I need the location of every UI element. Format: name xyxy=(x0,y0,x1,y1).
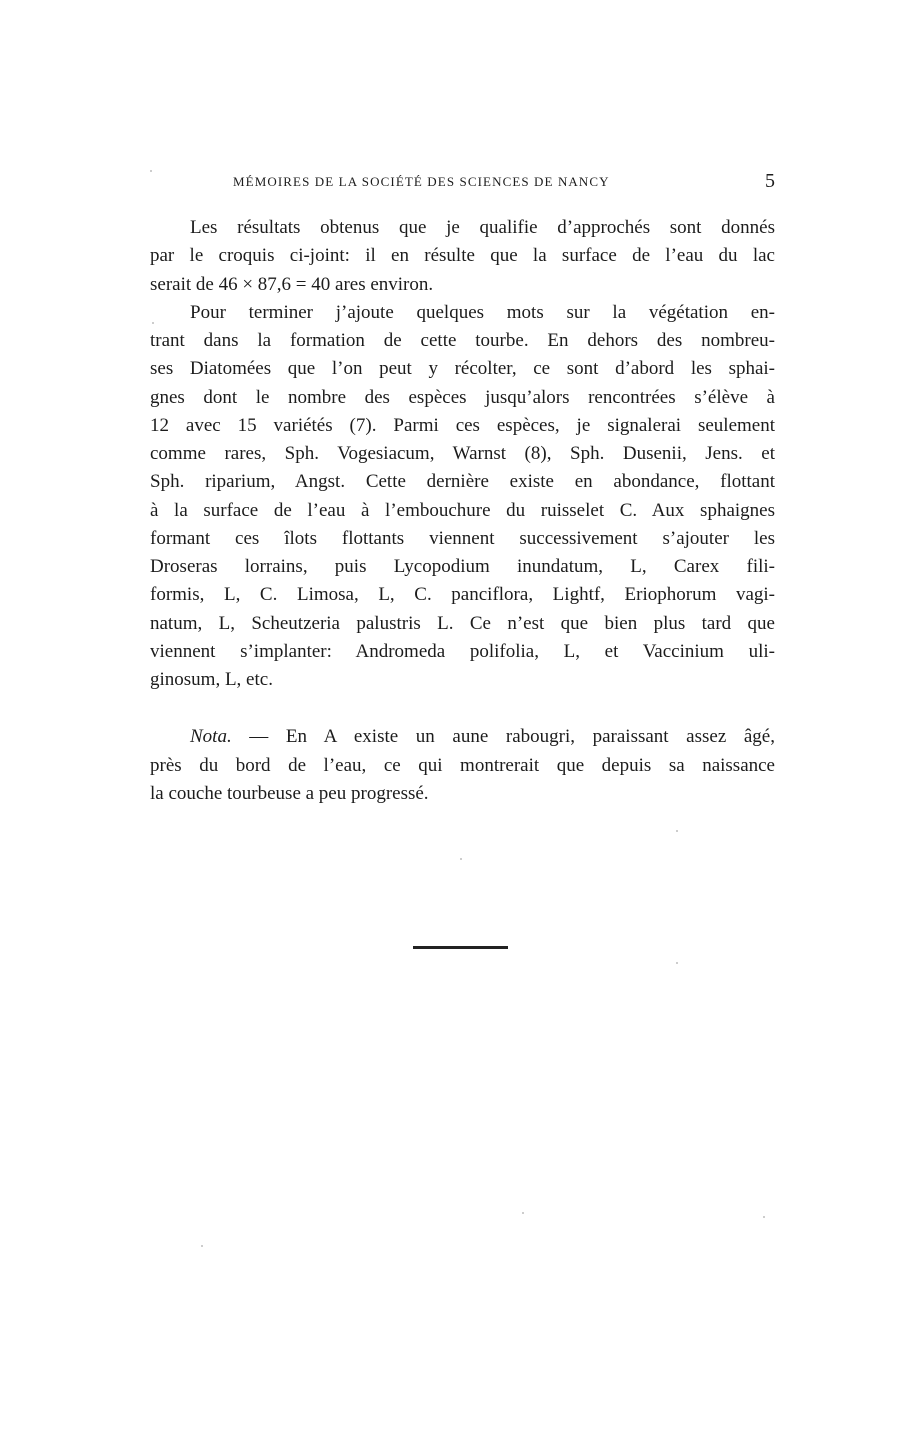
nota-first-line-text: En A existe un aune rabougri, paraissant assez âgé, xyxy=(285,726,775,748)
page-header xyxy=(150,170,775,194)
paragraph-2-line: 12 avec 15 variétés (7). Parmi ces espèces, je signalerai seulement xyxy=(150,414,775,436)
nota-label: Nota. xyxy=(190,726,232,748)
paragraph-2-line: Pour terminer j’ajoute quelques mots sur la végétation en- xyxy=(190,301,775,323)
paragraph-2-line: Sph. riparium, Angst. Cette dernière existe en abondance, flottant xyxy=(150,471,775,493)
paragraph-2-line: à la surface de l’eau à l’embouchure du ruisselet C. Aux sphaignes xyxy=(150,499,775,521)
paragraph-2-line: formant ces îlots flottants viennent successivement s’ajouter les xyxy=(150,527,775,549)
paper-speck xyxy=(522,1212,524,1214)
paper-speck xyxy=(763,1216,765,1218)
paragraph-2-line: natum, L, Scheutzeria palustris L. Ce n’est que bien plus tard que xyxy=(150,612,775,634)
page-number: 5 xyxy=(765,170,775,192)
paragraph-2-line: Droseras lorrains, puis Lycopodium inundatum, L, Carex fili- xyxy=(150,556,775,577)
paper-speck xyxy=(676,830,678,832)
paper-speck xyxy=(460,858,462,860)
paragraph-2-line: formis, L, C. Limosa, L, C. panciflora, Lightf, Eriophorum vagi- xyxy=(150,584,775,606)
paragraph-1-line: Les résultats obtenus que je qualifie d’approchés sont donnés xyxy=(190,217,775,238)
paper-speck xyxy=(201,1245,203,1247)
paragraph-2-line: viennent s’implanter: Andromeda polifolia, L, et Vaccinium uli- xyxy=(150,640,775,662)
paragraph-2-line: gnes dont le nombre des espèces jusqu’alors rencontrées s’élève à xyxy=(150,386,775,408)
body-text xyxy=(150,214,775,808)
paragraph-1-line: serait de 46 × 87,6 = 40 ares environ. xyxy=(150,273,434,295)
nota-line: la couche tourbeuse a peu progressé. xyxy=(150,782,429,804)
paper-speck xyxy=(150,170,152,172)
paragraph-1-line: par le croquis ci-joint: il en résulte que la surface de l’eau du lac xyxy=(150,245,775,267)
paper-speck xyxy=(152,322,154,324)
paragraph-spacer xyxy=(150,694,775,723)
paragraph-2-line: comme rares, Sph. Vogesiacum, Warnst (8), Sph. Dusenii, Jens. et xyxy=(150,443,775,464)
running-title: MÉMOIRES DE LA SOCIÉTÉ DES SCIENCES DE NANCY xyxy=(233,174,610,189)
nota-dash: — xyxy=(231,726,286,748)
end-rule xyxy=(413,946,508,949)
paragraph-2-line: trant dans la formation de cette tourbe. En dehors des nombreu- xyxy=(150,330,775,351)
nota-line: près du bord de l’eau, ce qui montrerait que depuis sa naissance xyxy=(150,754,775,776)
paragraph-2-line: ses Diatomées que l’on peut y récolter, ce sont d’abord les sphai- xyxy=(150,358,775,380)
paragraph-2-line: ginosum, L, etc. xyxy=(150,669,273,690)
paper-speck xyxy=(676,962,678,964)
nota-first-line xyxy=(150,723,775,751)
